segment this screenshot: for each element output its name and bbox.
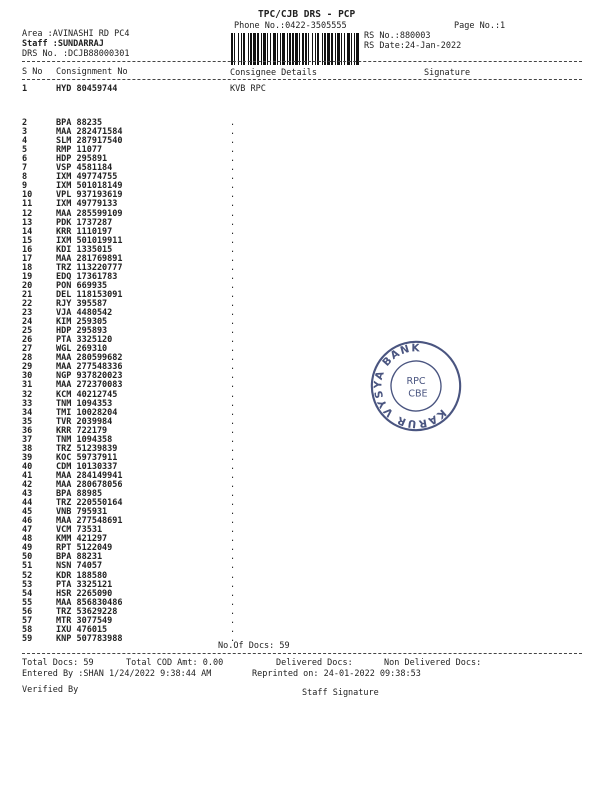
row-consignee-details: . [230, 362, 236, 373]
row-serial-number: 25 [22, 326, 33, 337]
row-consignment-number: MAA 856830486 [56, 597, 123, 608]
row-consignment-number: IXM 49779133 [56, 199, 118, 210]
row-consignment-number: PTA 3325120 [56, 335, 113, 346]
row-serial-number: 5 [22, 145, 28, 156]
reprinted-on: Reprinted on: 24-01-2022 09:38:53 [252, 669, 421, 679]
row-consignment-number: IXM 49774755 [56, 172, 118, 183]
row-serial-number: 56 [22, 606, 33, 617]
row-serial-number: 31 [22, 380, 33, 391]
row-serial-number: 51 [22, 561, 33, 572]
row-consignee-details: . [230, 606, 236, 617]
verified-by: Verified By [22, 685, 79, 695]
row-consignment-number: MAA 277548691 [56, 516, 123, 527]
row-consignment-number: IXM 501019911 [56, 235, 123, 246]
row-consignee-details: . [230, 633, 236, 644]
row-serial-number: 17 [22, 253, 33, 264]
row-consignment-number: PDK 1737287 [56, 217, 113, 228]
row-consignment-number: BPA 88235 [56, 118, 103, 128]
row-serial-number: 19 [22, 271, 33, 282]
row-serial-number: 52 [22, 570, 33, 581]
row-consignee-details: . [230, 615, 236, 626]
row-consignment-number: KDR 188580 [56, 570, 108, 581]
footer-divider [22, 653, 582, 654]
row-consignee-details: . [230, 516, 236, 527]
row-serial-number: 55 [22, 597, 33, 608]
row-consignment-number: PON 669935 [56, 280, 108, 291]
staff-signature: Staff Signature [302, 688, 379, 698]
row-consignment-number: MAA 284149941 [56, 470, 123, 481]
row-serial-number: 23 [22, 308, 33, 319]
row-consignment-number: HDP 295893 [56, 326, 108, 337]
row-consignee-details: . [230, 452, 236, 463]
row-consignee-details: . [230, 136, 236, 147]
row-consignment-number: KDI 1335015 [56, 244, 113, 255]
rs-number-field: RS No.:880003 [364, 31, 431, 41]
row-serial-number: 39 [22, 452, 33, 463]
row-consignment-number: TRZ 51239839 [56, 443, 118, 454]
row-serial-number: 2 [22, 118, 28, 128]
row-consignment-number: RJY 395587 [56, 299, 108, 309]
row-serial-number: 54 [22, 588, 33, 599]
total-docs: Total Docs: 59 [22, 658, 94, 668]
row-serial-number: 58 [22, 624, 33, 635]
row-consignee-details: . [230, 208, 236, 219]
row-consignment-number: BPA 88231 [56, 552, 103, 563]
row-consignee-details: . [230, 308, 236, 319]
row-consignment-number: TRZ 220550164 [56, 498, 123, 509]
row-consignee-details: . [230, 335, 236, 346]
page-number: Page No.:1 [454, 21, 506, 31]
row-consignment-number: TNM 1094358 [56, 434, 113, 445]
row-serial-number: 50 [22, 552, 33, 563]
row-consignee-details: . [230, 525, 236, 536]
row-consignment-number: KRR 1110197 [56, 226, 113, 237]
row-consignment-number: TNM 1094353 [56, 398, 113, 409]
row-consignment-number: TRZ 53629228 [56, 606, 118, 617]
row-consignment-number: VPL 937193619 [56, 190, 123, 201]
row-consignee-details: . [230, 588, 236, 599]
row-consignee-details: . [230, 498, 236, 509]
row-consignee-details: . [230, 163, 236, 174]
row-serial-number: 36 [22, 425, 33, 436]
col-header-signature: Signature [424, 68, 471, 78]
row-consignee-details: . [230, 154, 236, 165]
row-serial-number: 10 [22, 190, 33, 201]
row-consignment-number: BPA 88985 [56, 489, 103, 500]
row-serial-number: 53 [22, 579, 33, 590]
row-consignment-number: NGP 937820023 [56, 371, 123, 382]
row-serial-number: 49 [22, 543, 33, 554]
row-consignee-details: . [230, 344, 236, 355]
row-serial-number: 12 [22, 208, 33, 219]
row-consignee-details: . [230, 380, 236, 391]
row-consignment-number: NSN 74057 [56, 561, 103, 572]
row-serial-number: 21 [22, 289, 33, 300]
row-consignee-details: . [230, 226, 236, 237]
drs-number-field: DRS No. :DCJB88000301 [22, 49, 130, 59]
row-consignment-number: TRZ 113220777 [56, 262, 123, 273]
row-serial-number: 16 [22, 244, 33, 255]
no-of-docs: No.Of Docs: 59 [218, 641, 290, 651]
header-divider-top [22, 61, 582, 62]
non-delivered-docs: Non Delivered Docs: [384, 658, 482, 668]
row-serial-number: 9 [22, 181, 28, 192]
stamp-line-1: RPC [406, 376, 426, 388]
row-consignee-details: . [230, 299, 236, 309]
entered-by: Entered By :SHAN 1/24/2022 9:38:44 AM [22, 669, 212, 679]
row-consignee-details: . [230, 127, 236, 138]
row-consignee-details: . [230, 416, 236, 427]
row-consignment-number: IXU 476015 [56, 624, 108, 635]
row-consignee-details: . [230, 145, 236, 156]
row-consignee-details: . [230, 507, 236, 518]
row-consignment-number: VCM 73531 [56, 525, 103, 536]
row-consignment-number: MAA 280678056 [56, 480, 123, 490]
row-consignment-number: MAA 280599682 [56, 353, 123, 364]
row-consignment-number: VNB 795931 [56, 507, 108, 518]
row-consignee-details: . [230, 470, 236, 481]
col-header-consignee: Consignee Details [230, 68, 317, 78]
phone-number: Phone No.:0422-3505555 [234, 21, 347, 31]
row-serial-number: 43 [22, 489, 33, 500]
row-consignment-number: CDM 10130337 [56, 461, 118, 472]
row-consignment-number: MAA 282471584 [56, 127, 123, 138]
row-serial-number: 15 [22, 235, 33, 246]
row-serial-number: 28 [22, 353, 33, 364]
row-consignee-details: . [230, 389, 236, 400]
row-serial-number: 33 [22, 398, 33, 409]
row-serial-number: 27 [22, 344, 33, 355]
row-consignment-number: MAA 272370083 [56, 380, 123, 391]
row-consignment-number: TMI 10028204 [56, 407, 118, 418]
row-serial-number: 34 [22, 407, 33, 418]
row-consignee-details: . [230, 262, 236, 273]
row-consignment-number: VSP 4581184 [56, 163, 113, 174]
row-consignment-number: RPT 5122049 [56, 543, 113, 554]
row-serial-number: 24 [22, 317, 33, 328]
delivered-docs: Delivered Docs: [276, 658, 353, 668]
row-consignee-details: . [230, 579, 236, 590]
row-consignment-number: HSR 2265090 [56, 588, 113, 599]
row-serial-number: 41 [22, 470, 33, 481]
row-serial-number: 1 [22, 84, 28, 94]
row-consignee-details: . [230, 624, 236, 635]
staff-field: Staff :SUNDARRAJ [22, 39, 104, 49]
col-header-consignment: Consignment No [56, 67, 128, 77]
row-serial-number: 4 [22, 136, 28, 147]
row-consignment-number: KMM 421297 [56, 534, 108, 545]
col-header-sno: S No [22, 67, 43, 77]
area-field: Area :AVINASHI RD PC4 [22, 29, 130, 39]
row-serial-number: 14 [22, 226, 33, 237]
row-serial-number: 26 [22, 335, 33, 346]
bank-stamp [368, 338, 464, 434]
row-consignee-details: . [230, 289, 236, 300]
row-consignee-details: . [230, 543, 236, 554]
row-consignment-number: VJA 4480542 [56, 308, 113, 319]
rs-date-field: RS Date:24-Jan-2022 [364, 41, 462, 51]
row-serial-number: 44 [22, 498, 33, 509]
row-serial-number: 3 [22, 127, 28, 138]
row-consignment-number: HYD 80459744 [56, 84, 118, 94]
row-serial-number: 59 [22, 633, 33, 644]
row-serial-number: 7 [22, 163, 28, 174]
row-consignee-details: . [230, 398, 236, 409]
row-consignee-details: . [230, 118, 236, 128]
row-consignee-details: . [230, 190, 236, 201]
row-consignee-details: . [230, 371, 236, 382]
row-consignee-details: . [230, 434, 236, 445]
row-consignee-details: . [230, 570, 236, 581]
row-serial-number: 48 [22, 534, 33, 545]
row-consignee-details: . [230, 253, 236, 264]
row-consignee-details: . [230, 280, 236, 291]
row-consignment-number: HDP 295891 [56, 154, 108, 165]
row-consignee-details: . [230, 235, 236, 246]
row-consignment-number: KIM 259305 [56, 317, 108, 328]
row-serial-number: 29 [22, 362, 33, 373]
row-serial-number: 40 [22, 461, 33, 472]
row-serial-number: 57 [22, 615, 33, 626]
row-consignee-details: . [230, 271, 236, 282]
row-consignment-number: MAA 281769891 [56, 253, 123, 264]
row-serial-number: 42 [22, 480, 33, 490]
row-consignee-details: . [230, 489, 236, 500]
row-serial-number: 30 [22, 371, 33, 382]
row-consignee-details: . [230, 461, 236, 472]
stamp-line-2: CBE [408, 388, 428, 400]
row-consignee-details: . [230, 561, 236, 572]
row-consignment-number: SLM 287917540 [56, 136, 123, 147]
total-cod-amount: Total COD Amt: 0.00 [126, 658, 224, 668]
row-consignee-details: . [230, 317, 236, 328]
row-consignment-number: DEL 118153091 [56, 289, 123, 300]
row-consignee-details: . [230, 172, 236, 183]
row-consignment-number: PTA 3325121 [56, 579, 113, 590]
row-consignment-number: KCM 40212745 [56, 389, 118, 400]
row-consignee-details: . [230, 480, 236, 490]
header-divider-bottom [22, 79, 582, 80]
row-consignment-number: TVR 2039984 [56, 416, 113, 427]
stamp-ring-text: KARUR VYSYA BANK [372, 342, 449, 430]
row-serial-number: 8 [22, 172, 28, 183]
row-serial-number: 45 [22, 507, 33, 518]
row-consignee-details: . [230, 597, 236, 608]
row-serial-number: 6 [22, 154, 28, 165]
row-consignee-details: KVB RPC [230, 84, 266, 94]
row-consignment-number: MTR 3077549 [56, 615, 113, 626]
row-consignment-number: KOC 59737911 [56, 452, 118, 463]
row-consignee-details: . [230, 407, 236, 418]
row-consignee-details: . [230, 353, 236, 364]
row-serial-number: 20 [22, 280, 33, 291]
row-serial-number: 46 [22, 516, 33, 527]
row-consignee-details: . [230, 443, 236, 454]
row-consignee-details: . [230, 199, 236, 210]
row-serial-number: 37 [22, 434, 33, 445]
row-consignment-number: EDQ 17361783 [56, 271, 118, 282]
row-consignment-number: KNP 507783988 [56, 633, 123, 644]
row-consignment-number: IXM 501018149 [56, 181, 123, 192]
row-consignee-details: . [230, 217, 236, 228]
row-consignee-details: . [230, 326, 236, 337]
row-serial-number: 47 [22, 525, 33, 536]
row-consignment-number: MAA 277548336 [56, 362, 123, 373]
row-consignee-details: . [230, 552, 236, 563]
row-consignment-number: WGL 269310 [56, 344, 108, 355]
row-consignee-details: . [230, 425, 236, 436]
row-serial-number: 11 [22, 199, 33, 210]
row-consignee-details: . [230, 181, 236, 192]
row-serial-number: 18 [22, 262, 33, 273]
row-consignee-details: . [230, 534, 236, 545]
row-serial-number: 38 [22, 443, 33, 454]
row-consignee-details: . [230, 244, 236, 255]
row-serial-number: 13 [22, 217, 33, 228]
row-consignment-number: KRR 722179 [56, 425, 108, 436]
row-serial-number: 22 [22, 299, 33, 309]
row-consignment-number: RMP 11077 [56, 145, 103, 156]
row-serial-number: 35 [22, 416, 33, 427]
row-consignment-number: MAA 285599109 [56, 208, 123, 219]
row-serial-number: 32 [22, 389, 33, 400]
document-title: TPC/CJB DRS - PCP [258, 9, 356, 20]
